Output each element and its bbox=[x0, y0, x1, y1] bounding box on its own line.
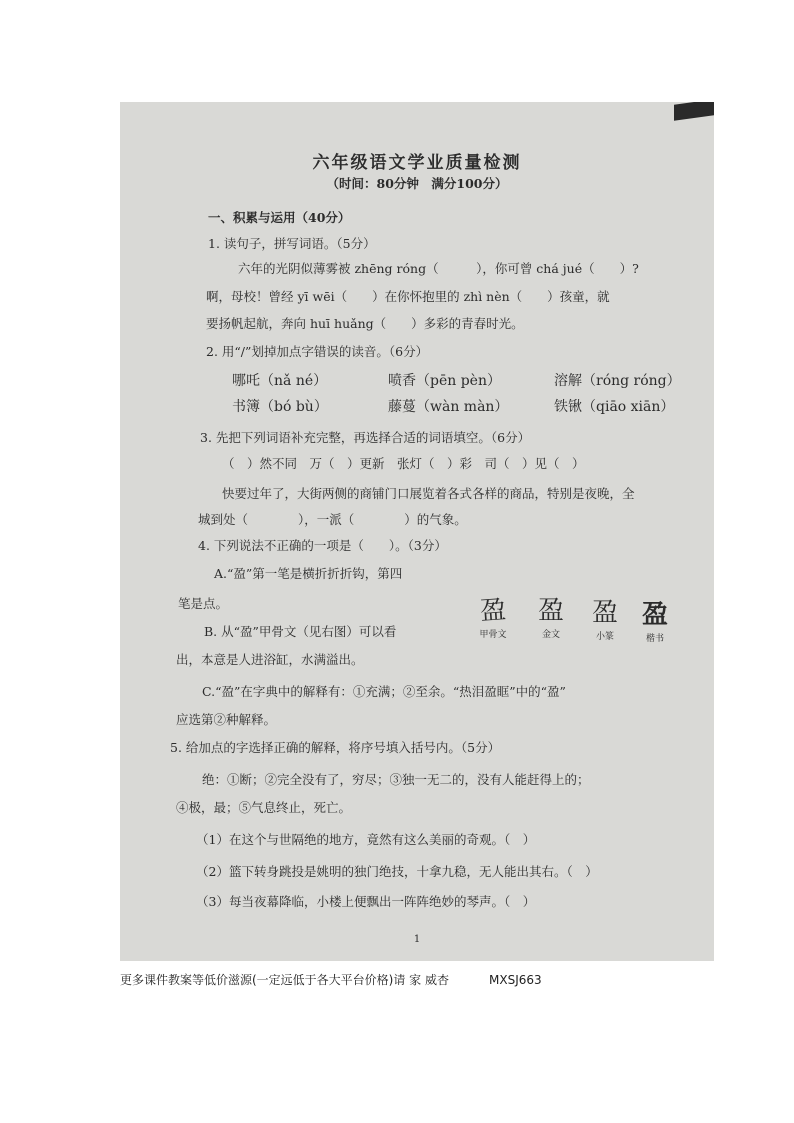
q3-line1: 快要过年了，大街两侧的商铺门口展览着各式各样的商品，特别是夜晚，全 bbox=[222, 486, 635, 501]
glyph-label: 楷书 bbox=[645, 634, 664, 644]
footer-text: 更多课件教案等低价滋源(一定远低于各大平台价格)请 家 威杏 bbox=[120, 973, 449, 987]
q2-stem: 2. 用“/”划掉加点字错误的读音。（6分） bbox=[206, 344, 429, 359]
ying-character-figure bbox=[470, 590, 680, 650]
footer-note bbox=[120, 971, 542, 988]
q5-sentence-1: （1）在这个与世隔绝的地方，竟然有这么美丽的奇观。（ ） bbox=[196, 832, 536, 847]
glyph-char: 盈 bbox=[591, 598, 618, 628]
q2-item: 哪吒（nǎ né） bbox=[232, 373, 328, 389]
page-title: 六年级语文学业质量检测 bbox=[312, 153, 522, 173]
q3-stem: 3. 先把下列词语补充完整，再选择合适的词语填空。（6分） bbox=[200, 430, 531, 445]
q5-definitions-2: ④极，最；⑤气息终止，死亡。 bbox=[176, 800, 352, 815]
q4-option-b-line2: 出，本意是人进浴缸，水满溢出。 bbox=[176, 652, 364, 667]
q3-words: （ ）然不同 万（ ）更新 张灯（ ）彩 司（ ）见（ ） bbox=[222, 456, 585, 471]
glyph-label: 小篆 bbox=[595, 632, 614, 642]
page-number: 1 bbox=[413, 934, 421, 945]
q5-definitions-1: 绝：①断；②完全没有了，穷尽；③独一无二的，没有人能赶得上的； bbox=[202, 772, 590, 787]
q2-item: 喷香（pēn pèn） bbox=[388, 373, 501, 389]
glyph-bronze bbox=[528, 590, 574, 640]
q4-option-c-line1: C.“盈”在字典中的解释有：①充满；②至余。“热泪盈眶”中的“盈” bbox=[202, 684, 566, 699]
glyph-char: 盈 bbox=[641, 600, 668, 630]
page-subtitle: （时间：80分钟 满分100分） bbox=[326, 176, 508, 191]
q2-item: 书簿（bó bù） bbox=[232, 399, 328, 415]
q4-option-a-line1: A.“盈”第一笔是横折折折钩，第四 bbox=[214, 566, 403, 581]
q2-row2 bbox=[232, 396, 674, 416]
footer-code: MXSJ663 bbox=[489, 973, 542, 987]
q4-stem: 4. 下列说法不正确的一项是（ ）。（3分） bbox=[198, 538, 447, 553]
glyph-regular bbox=[632, 594, 678, 644]
glyph-char: 盈 bbox=[479, 595, 508, 627]
glyph-small-seal bbox=[582, 592, 628, 642]
exam-photo bbox=[120, 102, 714, 961]
q2-row1 bbox=[232, 370, 681, 390]
q2-item: 铁锹（qiāo xiān） bbox=[554, 399, 675, 415]
q4-option-a-line2: 笔是点。 bbox=[178, 596, 229, 611]
q2-item: 溶解（róng róng） bbox=[554, 373, 681, 389]
glyph-oracle bbox=[470, 590, 516, 640]
glyph-label: 甲骨文 bbox=[479, 630, 507, 640]
q5-stem: 5. 给加点的字选择正确的解释，将序号填入括号内。（5分） bbox=[170, 740, 501, 755]
q1-stem: 1. 读句子，拼写词语。（5分） bbox=[208, 236, 376, 251]
q4-option-b-line1: B. 从“盈”甲骨文（见右图）可以看 bbox=[204, 624, 397, 639]
photo-corner-shadow bbox=[674, 102, 714, 121]
q1-line1: 六年的光阴似薄雾被 zhēng róng（ ），你可曾 chá jué（ ）? bbox=[238, 261, 639, 276]
q2-item: 藤蔓（wàn màn） bbox=[388, 399, 509, 415]
section-heading: 一、积累与运用（40分） bbox=[208, 210, 351, 225]
q1-line3: 要扬帆起航，奔向 huī huǎng（ ）多彩的青春时光。 bbox=[206, 316, 524, 331]
glyph-char: 盈 bbox=[537, 596, 564, 626]
q1-line2: 啊，母校！曾经 yī wēi（ ）在你怀抱里的 zhì nèn（ ）孩童，就 bbox=[206, 289, 610, 304]
glyph-label: 金文 bbox=[541, 630, 560, 640]
q5-sentence-2: （2）篮下转身跳投是姚明的独门绝技，十拿九稳，无人能出其右。（ ） bbox=[196, 864, 598, 879]
q3-line2: 城到处（ ），一派（ ）的气象。 bbox=[198, 512, 467, 527]
q4-option-c-line2: 应选第②种解释。 bbox=[176, 712, 277, 727]
q5-sentence-3: （3）每当夜幕降临，小楼上便飘出一阵阵绝妙的琴声。（ ） bbox=[196, 894, 536, 909]
